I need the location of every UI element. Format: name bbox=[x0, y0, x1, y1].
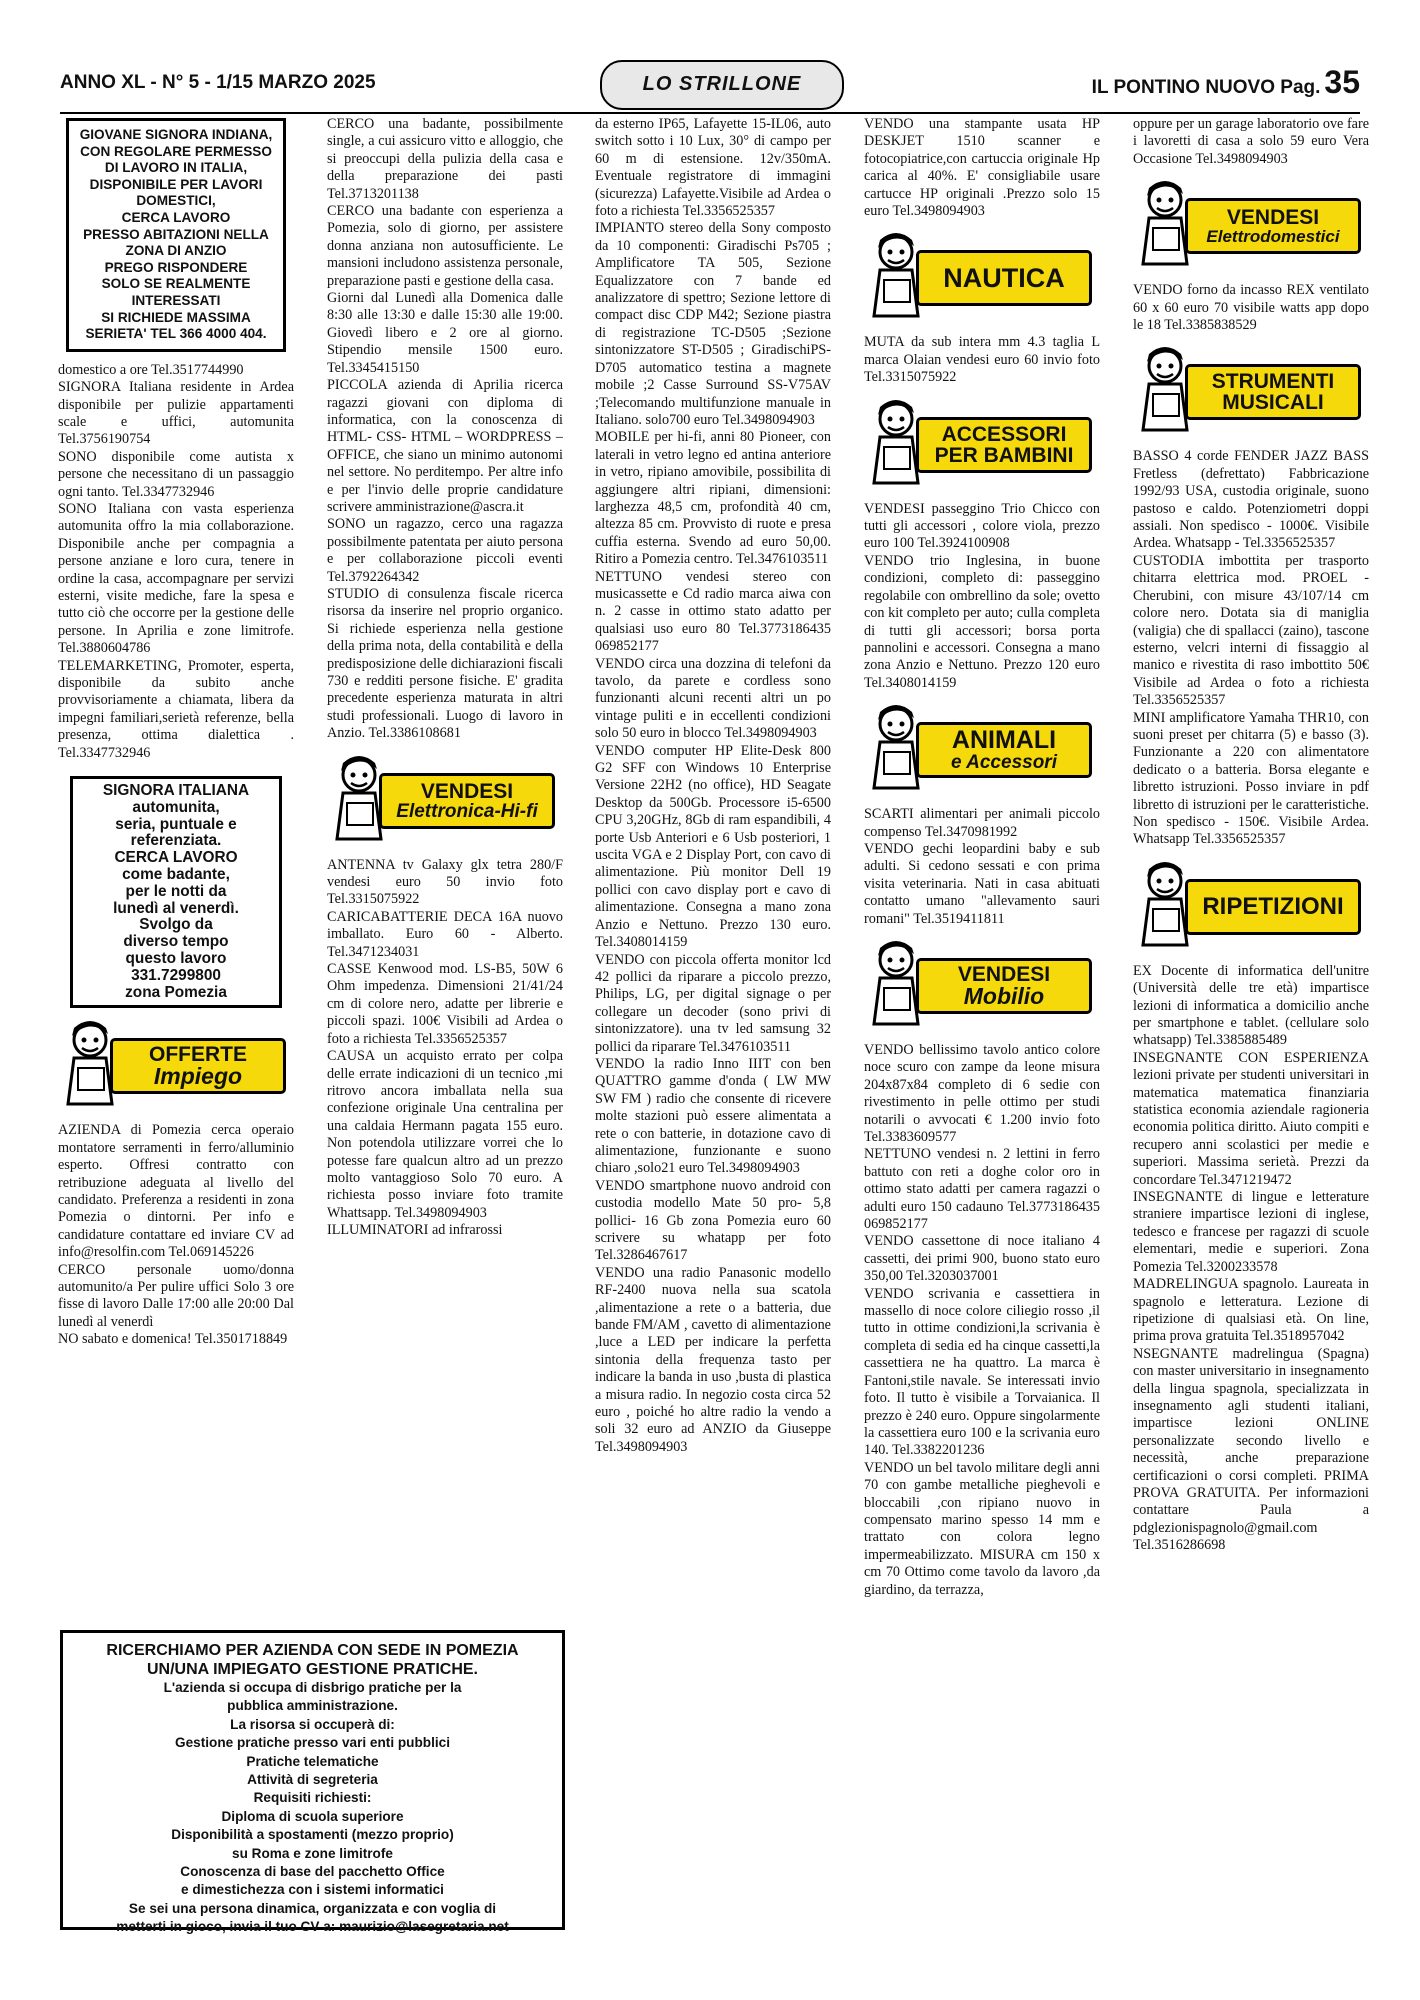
box-line: diverso tempo bbox=[123, 933, 229, 951]
box-line: PRESSO ABITAZIONI NELLA bbox=[83, 226, 269, 242]
banner-plate bbox=[1185, 879, 1361, 935]
classified-ad: TELEMARKETING, Promoter, esperta, disponibile da subito anche provvisoriamente a chiamata, libera da impegni familiari,serietà referenze, bella presenza, ottima dialettica . Tel.3347732946 bbox=[58, 657, 294, 761]
classified-ad: domestico a ore Tel.3517744990 bbox=[58, 361, 244, 378]
job-offer-line: Se sei una persona dinamica, organizzata e con voglia di bbox=[128, 1900, 497, 1916]
classified-ad: VENDO una stampante usata HP DESKJET 1510 scanner e fotocopiatrice,con cartuccia originale Hp carica al 40%. E' consigliabile usare cartucce HP originali .Prezzo solo 15 euro Tel.3498094903 bbox=[864, 116, 1100, 220]
issue-info: ANNO XL - N° 5 - 1/15 MARZO 2025 bbox=[60, 72, 376, 93]
banner-plate bbox=[110, 1038, 286, 1094]
job-offer-line: e dimestichezza con i sistemi informatici bbox=[181, 1882, 444, 1898]
classified-ad: NETTUNO vendesi n. 2 lettini in ferro battuto con reti a doghe color oro in ottimo stato adatti per camera ragazzi o adulti euro 150 cadauno Tel.3773186435 069852177 bbox=[864, 1146, 1100, 1233]
italian-lady-ad-box bbox=[70, 776, 282, 1008]
classified-ad: oppure per un garage laboratorio ove fare i lavoretti di casa a solo 59 euro Vera Occasione Tel.3498094903 bbox=[1133, 116, 1369, 167]
banner-title: NAUTICA bbox=[943, 262, 1065, 293]
banner-title: RIPETIZIONI bbox=[1202, 892, 1344, 920]
banner-subtitle: Impiego bbox=[153, 1063, 243, 1090]
box-line: come badante, bbox=[122, 866, 230, 884]
banner-subtitle: Elettronica-Hi-fi bbox=[396, 800, 538, 822]
page-header bbox=[60, 60, 1360, 110]
classified-ad: CERCO una badante con esperienza a Pomezia, solo di giorno, per assistere donna anziana non autosufficiente. Le mansioni includono assistenza personale, preparazione pasti e gestione della casa. bbox=[327, 203, 563, 289]
banner-plate bbox=[379, 773, 555, 829]
section-banner-elettrodomestici bbox=[1133, 176, 1369, 272]
header-rule bbox=[60, 112, 1360, 114]
classified-ad: VENDO cassettone di noce italiano 4 cassetti, dei primi 900, buono stato euro 350,00 Tel.3203037001 bbox=[864, 1233, 1100, 1285]
job-offer-box bbox=[60, 1630, 565, 1935]
section-banner-mobilio bbox=[864, 936, 1100, 1032]
classified-ad: MADRELINGUA spagnolo. Laureata in spagnolo e letteratura. Lezione di ripetizione di qualsiasi età. On line, prima prova gratuita Tel.3518957042 bbox=[1133, 1276, 1369, 1345]
box-line: CERCA LAVORO bbox=[121, 209, 231, 225]
classified-ad: VENDO computer HP Elite-Desk 800 G2 SFF con Windows 10 Enterprise Versione 22H2 (no office), HD Seagate Desktop da 500Gb. Processore i5-6500 CPU 3,20GHz, 8Gb di ram espandibili, 4 porte Usb Anteriori e 6 Usb posteriori, 1 uscita VGA e 2 Display Port, con cavo di alimentazione. Più monitor Dell 19 pollici con cavo display port e cavo di alimentazione. Consegna a mano zona Anzio e Nettuno. Prezzo 130 euro. Tel.3408014159 bbox=[595, 742, 831, 951]
banner-plate bbox=[1185, 198, 1361, 254]
banner-plate bbox=[1185, 364, 1361, 420]
classified-ad: PICCOLA azienda di Aprilia ricerca ragazzi giovani con diploma di informatica, con la conoscenza di HTML- CSS- HTML – WORDPRESS – OFFICE, che siano un minimo autonomi nel settore. No perditempo. Per altre info e per l'invio delle proprie candidature scrivere amministrazione@ascra.it bbox=[327, 377, 563, 515]
box-line: seria, puntuale e bbox=[115, 815, 237, 833]
job-offer-line: Diploma di scuola superiore bbox=[221, 1808, 404, 1824]
banner-title: VENDESI bbox=[420, 779, 514, 803]
classified-ad: VENDO un bel tavolo militare degli anni 70 con gambe metalliche pieghevoli e bloccabili ,con ripiano nuovo in compensato marino spesso 14 mm e trattato con colora legno impermeabilizzato. MISURA cm 150 x cm 70 Ottimo come tavolo da lavoro ,da giardino, da terrazza, bbox=[864, 1459, 1100, 1598]
banner-plate bbox=[916, 250, 1092, 306]
section-banner-strumenti bbox=[1133, 342, 1369, 438]
classified-ad: VENDO gechi leopardini baby e sub adulti. Si cedono sessati e con prima visita veterinaria. Nati in casa abituati contatto umano "allevamento sauri romani" Tel.3519411811 bbox=[864, 840, 1100, 927]
section-banner-offerte-impiego bbox=[58, 1016, 294, 1112]
banner-title: OFFERTE bbox=[149, 1043, 247, 1067]
classified-ad: VENDO forno da incasso REX ventilato 60 x 60 euro 70 visibile watts app dopo le 18 Tel.3385838529 bbox=[1133, 282, 1369, 334]
box-line: INTERESSATI bbox=[131, 292, 221, 308]
banner-subtitle: Mobilio bbox=[963, 982, 1045, 1009]
classified-ad: MINI amplificatore Yamaha THR10, con suoni preset per chitarra (5) e basso (3). Funzionante a 220 con alimentatore dedicato o a batteria. Borsa elegante e libretto istruzioni. Posso inviare in pdf libretto di istruzioni per le caratteristiche. Non spedisco - 150€. Visibile Ardea. Whatsapp Tel.3356525357 bbox=[1133, 709, 1369, 848]
section-banner-elettronica bbox=[327, 751, 563, 847]
classified-ad: VENDO con piccola offerta monitor lcd 42 pollici da riparare a piccolo prezzo, Philips, LG, per digital signage o per collegare un decoder (sono privi di sintonizzatore). una tv led samsung 32 pollici da riparare Tel.3476103511 bbox=[595, 951, 831, 1055]
classified-ad: MOBILE per hi-fi, anni 80 Pioneer, con laterali in vetro legno ed antina anteriore in vetro, ripiano amovibile, possibilita di aggiungere altri ripiani, dimensioni: larghezza 48,5 cm, profondità 40 cm, altezza 85 cm. Provvisto di ruote e presa cuffia esterna. Svendo ad euro 50,00. Ritiro a Pomezia centro. Tel.3476103511 bbox=[595, 429, 831, 568]
job-offer-line: La risorsa si occuperà di: bbox=[230, 1716, 395, 1732]
paper-name: IL PONTINO NUOVO Pag. bbox=[1091, 77, 1321, 98]
classified-ad: MUTA da sub intera mm 4.3 taglia L marca Olaian vendesi euro 60 invio foto Tel.3315075922 bbox=[864, 334, 1100, 386]
lo-strillone-logo: LO STRILLONE bbox=[600, 60, 844, 110]
box-line: SERIETA' TEL 366 4000 404. bbox=[85, 326, 267, 342]
classified-ad: IMPIANTO stereo della Sony composto da 10 componenti: Giradischi Ps705 ; Amplificatore TA 505, Sezione Equalizzatore con 7 bande ed analizzatore di spettro; Sezione lettore di compact disc CDP M42; Sezione piastra di registrazione TC-D505 ;Sezione sintonizzatore ST-D505 ; GiradischiPS-D705 automatico testina a magnete mobile ;2 Casse Surround SS-V75AV ;Telecomando multifunzione manuale in Italiano. solo700 euro Tel.3498094903 bbox=[595, 220, 831, 428]
job-offer-line: Requisiti richiesti: bbox=[253, 1790, 372, 1806]
classified-ad: CERCO una badante, possibilmente single, a cui assicuro vitto e alloggio, che si preoccupi della pulizia della casa e della preparazione dei pasti Tel.3713201138 bbox=[327, 116, 563, 202]
classified-ad: VENDO smartphone nuovo android con custodia modello Mate 50 pro- 5,8 pollici- 16 Gb zona Pomezia euro 60 scrivere su whatapp per foto Tel.3286467617 bbox=[595, 1177, 831, 1264]
box-line: referenziata. bbox=[130, 832, 222, 850]
classified-ad: da esterno IP65, Lafayette 15-IL06, auto switch sotto i 10 Lux, 30° di campo per 60 m di estensione. 12v/350mA. Eventuale registratore di immagini (sicurezza) Lafayette.Visibile ad Ardea o foto a richiesta Tel.3356525357 bbox=[595, 116, 831, 220]
box-line: DISPONIBILE PER LAVORI bbox=[89, 176, 263, 192]
banner-plate bbox=[916, 722, 1092, 778]
section-banner-ripetizioni bbox=[1133, 857, 1369, 953]
column-5 bbox=[1133, 116, 1369, 1946]
classified-ad: AZIENDA di Pomezia cerca operaio montatore serramenti in ferro/alluminio esperto. Offresi contratto con retribuzione adeguata al livello del candidato. Preferenza a residenti in zona Pomezia o dintorni. Per info e candidature contattare ed inviare CV ad info@resolfin.com Tel.069145226 bbox=[58, 1122, 294, 1261]
job-offer-line: Pratiche telematiche bbox=[246, 1753, 379, 1769]
banner-title: VENDESI bbox=[1226, 206, 1320, 230]
column-1 bbox=[58, 118, 294, 1349]
classified-ad: NETTUNO vendesi stereo con musicassette e Cd radio marca aiwa con n. 2 casse in ottimo stato adatto per qualsiasi uso euro 80 Tel.3773186435 069852177 bbox=[595, 568, 831, 655]
job-offer-line: Gestione pratiche presso vari enti pubblici bbox=[175, 1735, 450, 1751]
classified-ad: VENDO bellissimo tavolo antico colore noce scuro con zampe da leone misura 204x87x84 completo di 6 sedie con rivestimento in pelle ottimo per studi notarili o avvocati € 1.200 invio foto Tel.3383609577 bbox=[864, 1041, 1100, 1145]
classified-ad: ANTENNA tv Galaxy glx tetra 280/F vendesi euro 50 invio foto Tel.3315075922 bbox=[327, 856, 563, 908]
classified-ad: SONO Italiana con vasta esperienza automunita offro la mia collaborazione. Disponibile anche per compagnia a persone anziane e loro cura, tenere in ordine la casa, accompagnare per servizi esterni, visite mediche, fare la spesa e tutto ciò che occorre per la gestione delle persone. In Aprilia e zone limitrofe. Tel.3880604786 bbox=[58, 500, 294, 657]
classified-ad: ILLUMINATORI ad infrarossi bbox=[327, 1222, 503, 1239]
job-offer-line: L'azienda si occupa di disbrigo pratiche per la bbox=[163, 1680, 462, 1695]
section-banner-animali bbox=[864, 700, 1100, 796]
box-line: zona Pomezia bbox=[125, 983, 227, 1001]
banner-subtitle: Elettrodomestici bbox=[1206, 227, 1340, 247]
classified-ad: CARICABATTERIE DECA 16A nuovo imballato. Euro 60 - Alberto. Tel.3471234031 bbox=[327, 908, 563, 960]
classified-ad: CAUSA un acquisto errato per colpa delle errate indicazioni di un tecnico ,mi ritrovo ancora imballata nella sua confezione originale Una centralina per una caldaia Hermann pagata 155 euro. Non potendola utilizzare vorrei che lo potesse fare qualcun altro ad un prezzo molto vantaggioso Solo 70 euro. A richiesta posso inviare foto tramite Whattsapp. Tel.3498094903 bbox=[327, 1048, 563, 1221]
classified-ad: SIGNORA Italiana residente in Ardea disponibile per pulizie appartamenti scale e uffici, automunita Tel.3756190754 bbox=[58, 379, 294, 448]
banner-plate bbox=[916, 417, 1092, 473]
box-line: questo lavoro bbox=[125, 950, 227, 968]
classified-ad: VENDO una radio Panasonic modello RF-2400 nuova nella sua scatola ,alimentazione a rete o a batteria, due bande FM/AM , cavetto di alimentazione ,luce a LED per indicare la perfetta sintonia della frequenza tasto per indicare la banda in uso ,busta di plastica a misura radio. In negozio costa circa 52 euro , poiché ho altre radio la vendo a soli 32 euro ad ANZIO da Giuseppe Tel.3498094903 bbox=[595, 1264, 831, 1455]
box-line: GIOVANE SIGNORA INDIANA, bbox=[79, 127, 273, 142]
box-line: PREGO RISPONDERE bbox=[104, 259, 248, 275]
box-line: SIGNORA ITALIANA bbox=[102, 782, 250, 800]
paper-title bbox=[1092, 64, 1360, 101]
job-offer-line: Disponibilità a spostamenti (mezzo proprio) bbox=[171, 1827, 454, 1843]
box-line: CON REGOLARE PERMESSO bbox=[80, 143, 272, 159]
box-line: SI RICHIEDE MASSIMA bbox=[101, 309, 251, 325]
job-offer-line: Attività di segreteria bbox=[247, 1772, 378, 1788]
classified-ad: CERCO personale uomo/donna automunito/a Per pulire uffici Solo 3 ore fisse di lavoro Dalle 17:00 alle 20:00 Dal lunedì al venerdì bbox=[58, 1261, 294, 1330]
classified-ad: CUSTODIA imbottita per trasporto chitarra elettrica mod. PROEL - Cherubini, con misure 43/107/14 cm colore nero. Dotata sia di maniglia (valigia) che di spallacci (zaino), tascone esterno, velcri interni di fissaggio al manico e rivestita di raso imbottito 50€ Visibile ad Ardea o foto a richiesta Tel.3356525357 bbox=[1133, 552, 1369, 709]
box-line: lunedì al venerdì. bbox=[113, 899, 239, 917]
column-4 bbox=[864, 116, 1100, 1946]
classified-ad: NO sabato e domenica! Tel.3501718849 bbox=[58, 1331, 288, 1348]
classified-ad: STUDIO di consulenza fiscale ricerca risorsa da inserire nel proprio organico. Si richiede esperienza nella gestione della prima nota, della contabilità e della predisposizione delle dichiarazioni fiscali 730 e redditi persone fisiche. E' gradita precedente esperienza maturata in altri studi professionali. Luogo di lavoro in Anzio. Tel.3386108681 bbox=[327, 585, 563, 742]
classified-ad: Giorni dal Lunedì alla Domenica dalle 8:30 alle 13:30 e dalle 15:30 alle 19:00. Giovedì libero e 2 ore al giorno. Stipendio mensile 1500 euro. Tel.3345415150 bbox=[327, 290, 563, 376]
job-offer-line: Conoscenza di base del pacchetto Office bbox=[180, 1864, 445, 1880]
column-2 bbox=[327, 116, 563, 1616]
box-line: 331.7299800 bbox=[131, 966, 221, 984]
banner-title: ANIMALI bbox=[951, 726, 1057, 755]
classified-ad: VENDESI passeggino Trio Chicco con tutti gli accessori , colore viola, prezzo euro 100 Tel.3924100908 bbox=[864, 500, 1100, 552]
indian-lady-ad-box bbox=[66, 118, 286, 352]
banner-subtitle: e Accessori bbox=[951, 752, 1057, 774]
column-3 bbox=[595, 116, 831, 1946]
box-line: SOLO SE REALMENTE bbox=[101, 276, 251, 292]
job-offer-line: metterti in gioco, invia il tuo CV a: maurizio@lasegretaria.net bbox=[116, 1919, 509, 1935]
classified-ad: CASSE Kenwood mod. LS-B5, 50W 6 Ohm impedenza. Dimensioni 21/41/24 cm di colore nero, adatte per librerie e piccoli spazi. 100€ Visibili ad Ardea o foto a richiesta Tel.3356525357 bbox=[327, 961, 563, 1047]
classified-ad: BASSO 4 corde FENDER JAZZ BASS Fretless (defrettato) Fabbricazione 1992/93 USA, custodia originale, suono pastoso e caldo. Potenziometri doppi assiali. Non spedisco - 1000€. Visibile Ardea. Whatsapp - Tel.3356525357 bbox=[1133, 448, 1369, 552]
classified-ad: SONO un ragazzo, cerco una ragazza possibilmente patentata per aiuto persona e per collaborazione piccoli eventi Tel.3792264342 bbox=[327, 516, 563, 585]
box-line: ZONA DI ANZIO bbox=[125, 243, 227, 259]
box-line: automunita, bbox=[132, 798, 220, 816]
job-offer-line: su Roma e zone limitrofe bbox=[232, 1845, 393, 1861]
section-banner-nautica bbox=[864, 228, 1100, 324]
job-offer-subtitle: UN/UNA IMPIEGATO GESTIONE PRATICHE. bbox=[147, 1661, 478, 1678]
page-number: 35 bbox=[1324, 64, 1360, 100]
box-line: Svolgo da bbox=[139, 916, 213, 934]
section-banner-bambini bbox=[864, 395, 1100, 491]
banner-subtitle: MUSICALI bbox=[1222, 391, 1324, 415]
classified-ad: INSEGNANTE di lingue e letterature straniere impartisce lezioni di inglese, tedesco e francese per ragazzi di scuole elementari, medie e superiori. Zona Pomezia Tel.3200233578 bbox=[1133, 1189, 1369, 1275]
banner-subtitle: PER BAMBINI bbox=[934, 443, 1074, 467]
classified-ad: EX Docente di informatica dell'unitre (Università delle tre età) impartisce lezioni di informatica a domicilio anche per smartphone e tablet. (cellulare solo whatsapp) Tel.3385885489 bbox=[1133, 962, 1369, 1049]
box-line: CERCA LAVORO bbox=[114, 849, 238, 867]
classified-ad: SONO disponibile come autista x persone che necessitano di un passaggio ogni tanto. Tel.3347732946 bbox=[58, 448, 294, 500]
classified-ad: INSEGNANTE CON ESPERIENZA lezioni private per studenti universitari in matematica matematica finanziaria statistica economia aziendale ragioneria economia politica diritto. Aiuto compiti e recupero anni scolastici per medie e superiori. Massima serietà. Prezzi da concordare Tel.3471219472 bbox=[1133, 1049, 1369, 1188]
banner-title: ACCESSORI bbox=[941, 422, 1067, 446]
classified-ad: NSEGNANTE madrelingua (Spagna) con master universitario in insegnamento della lingua spagnola, specializzata in insegnamento agli studenti italiani, impartisce lezioni ONLINE personalizzate secondo livello e necessità, anche preparazione certificazioni o corsi completi. PRIMA PROVA GRATUITA. Per informazioni contattare Paula a pdglezionispagnolo@gmail.com Tel.3516286698 bbox=[1133, 1345, 1369, 1554]
box-line: DOMESTICI, bbox=[136, 193, 216, 209]
classified-ad: VENDO circa una dozzina di telefoni da tavolo, da parete e cordless sono funzionanti alcuni recenti altri un po vintage puliti e in eccellenti condizioni solo 50 euro in blocco Tel.3498094903 bbox=[595, 655, 831, 742]
classified-ad: SCARTI alimentari per animali piccolo compenso Tel.3470981992 bbox=[864, 806, 1100, 840]
job-offer-line: pubblica amministrazione. bbox=[227, 1698, 398, 1714]
box-line: DI LAVORO IN ITALIA, bbox=[104, 160, 248, 176]
box-line: per le notti da bbox=[125, 882, 227, 900]
classified-ad: VENDO scrivania e cassettiera in massello di noce colore ciliegio rosso ,il tutto in ottime condizioni,la scrivania è completa di sedia ed ha cinque cassetti,la cassettiera ne ha quattro. La marca è Fantoni,stile navale. Se interessati invio foto. Il tutto è visibile a Torvaianica. Il prezzo è 240 euro. Oppure singolarmente la cassettiera euro 100 e la scrivania euro 140. Tel.3382201236 bbox=[864, 1285, 1100, 1459]
banner-title: VENDESI bbox=[957, 962, 1051, 986]
classified-ad: VENDO la radio Inno IIIT con ben QUATTRO gamme d'onda ( LW MW SW FM ) radio che consente di ricevere molte stazioni può essere alimentata a rete o con batterie, in dotazione cavo di alimentazione, funzionante e suono chiaro ,solo21 euro Tel.3498094903 bbox=[595, 1055, 831, 1177]
banner-plate bbox=[916, 958, 1092, 1014]
banner-title: STRUMENTI bbox=[1211, 370, 1335, 394]
job-offer-title: RICERCHIAMO PER AZIENDA CON SEDE IN POMEZIA bbox=[106, 1642, 519, 1659]
classified-ad: VENDO trio Inglesina, in buone condizioni, completo di: passeggino regolabile con ombrellino da sole; ovetto con kit completo per auto; culla completa di tutti gli accessori; borsa porta pannolini e accessori. Consegna a mano zona Anzio e Nettuno. Prezzo 120 euro Tel.3408014159 bbox=[864, 552, 1100, 691]
